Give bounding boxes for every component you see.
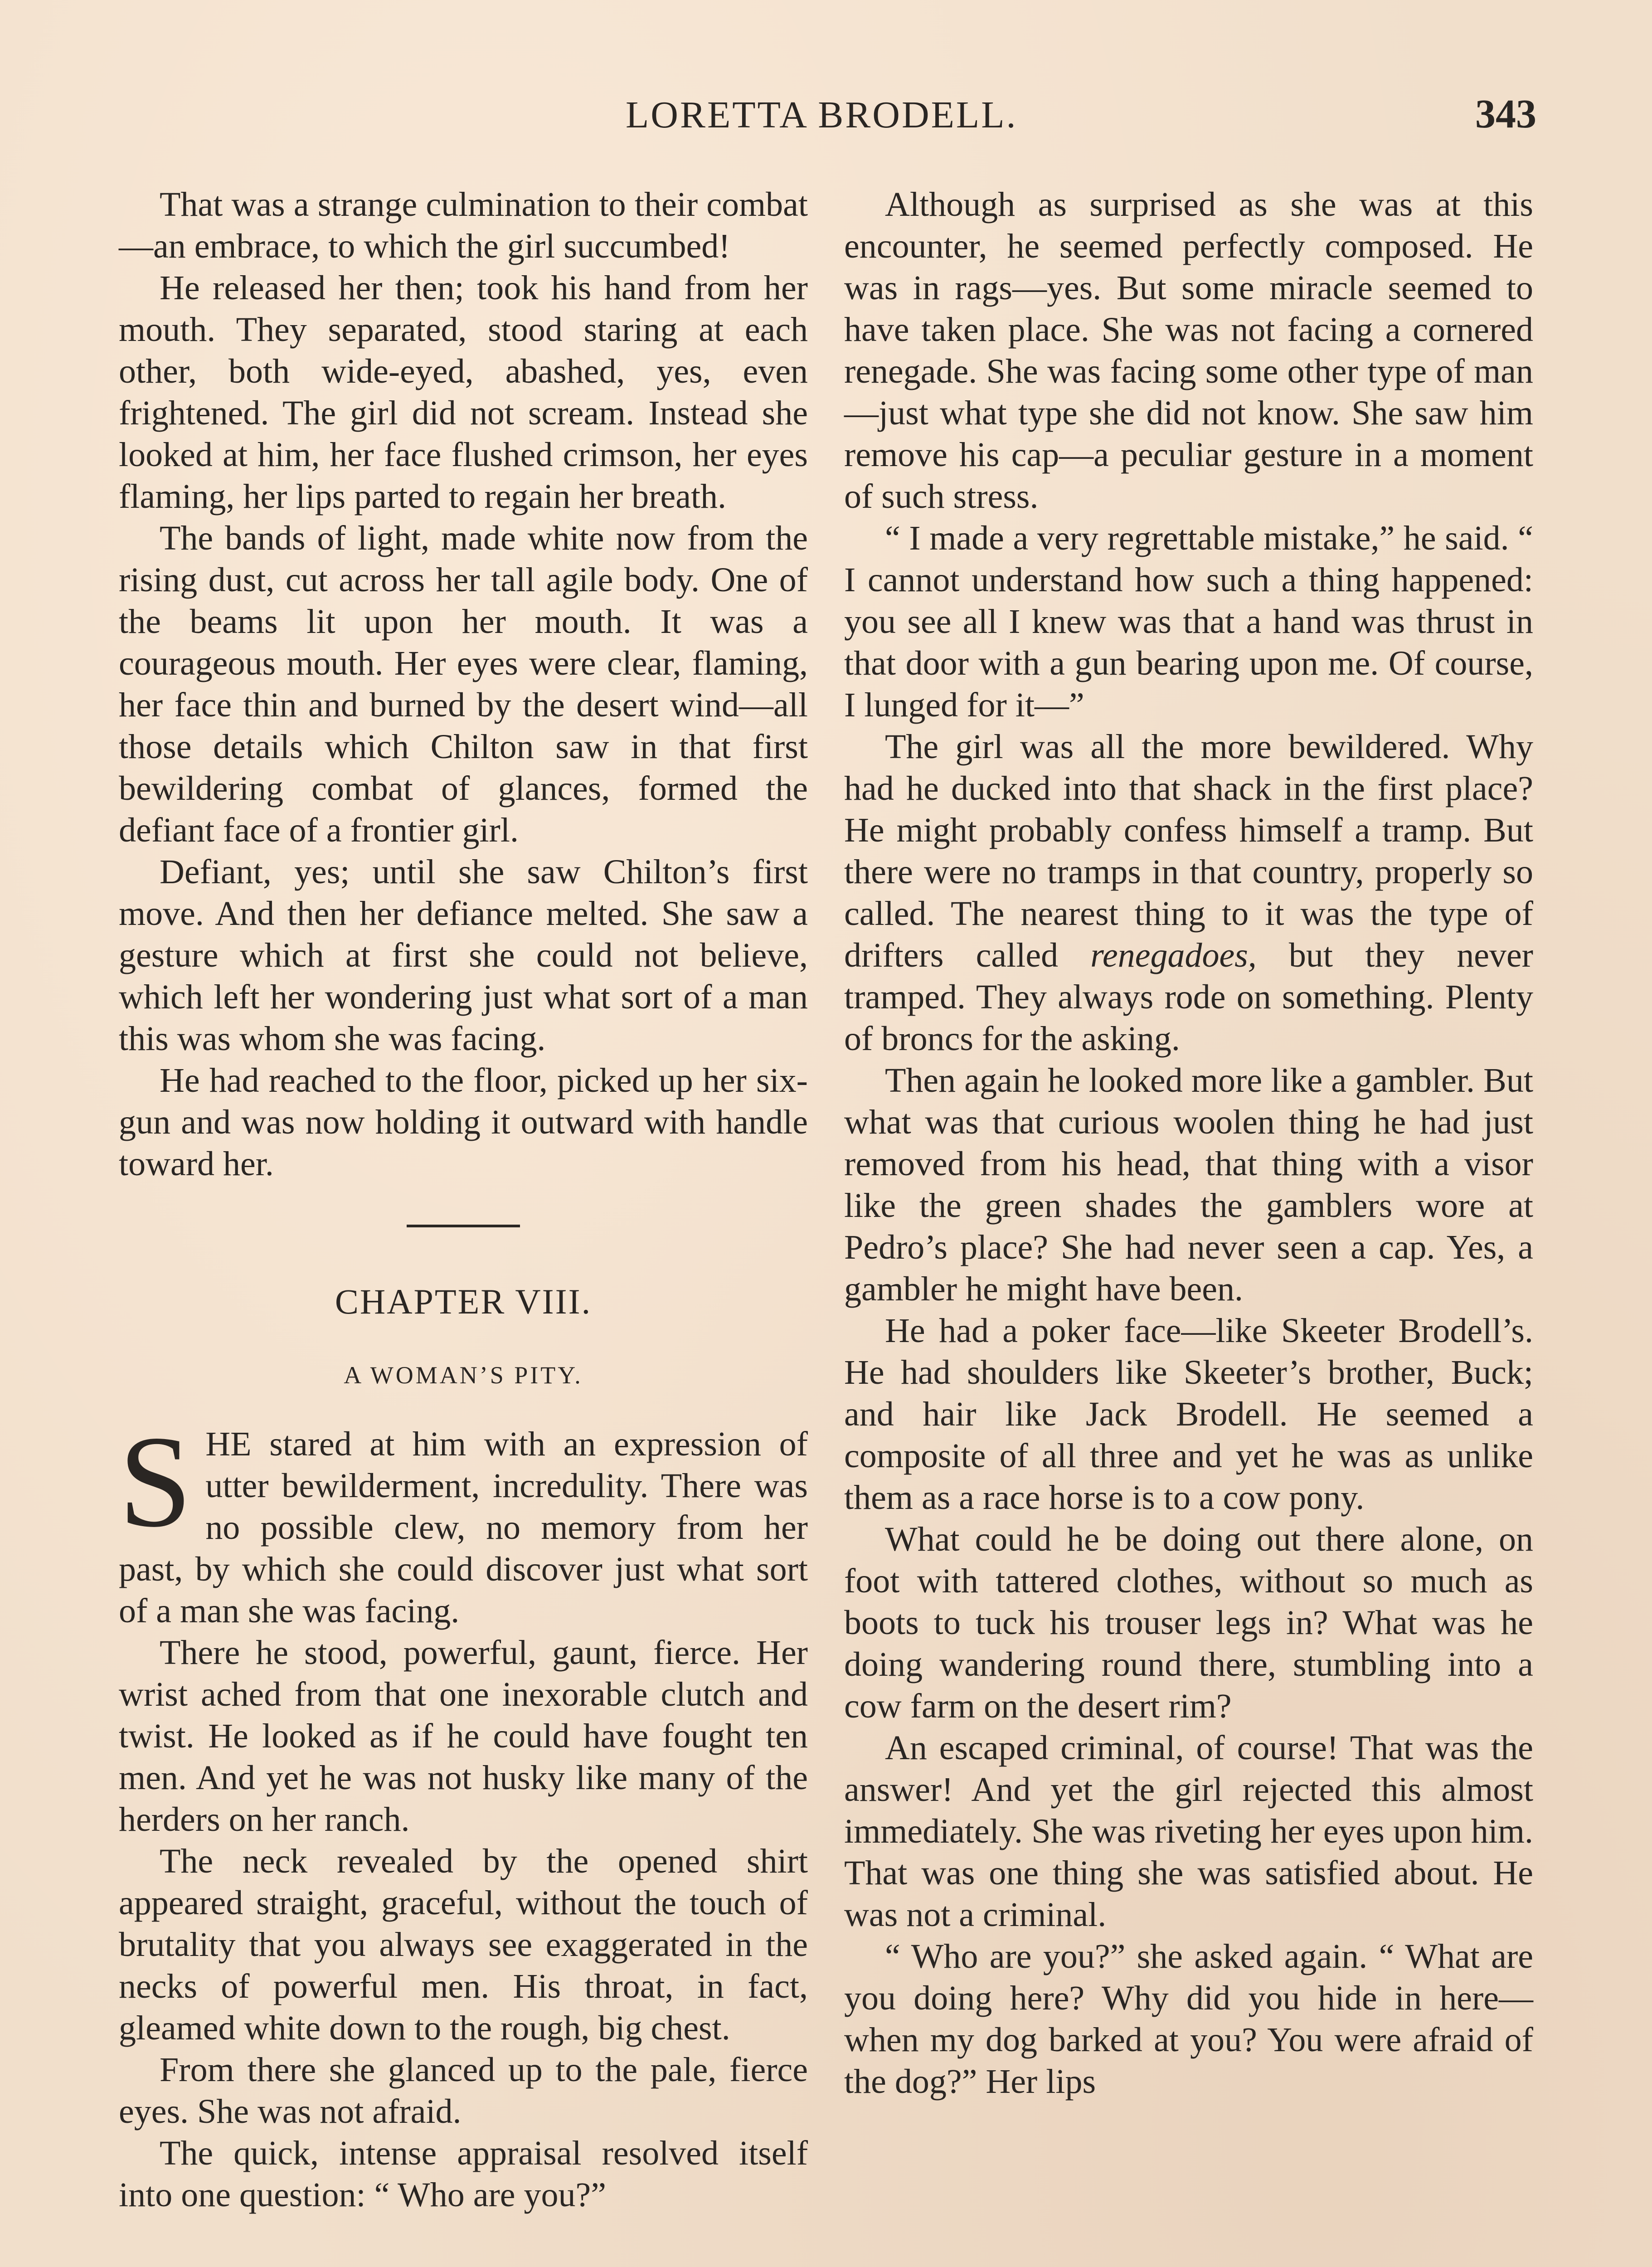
- chapter-title: CHAPTER VIII.: [335, 1282, 592, 1321]
- drop-cap-text: HE stared at him with an expression of utter bewilderment, incredulity. There was no possible clew, no memory from her past, by which she could discover just what sort of a man she was facing.: [119, 1425, 808, 1630]
- paragraph: The bands of light, made white now from the rising dust, cut across her tall agile body. One of the beams lit upon her mouth. It was a courageous mouth. Her eyes were clear, flaming, her face thin and burned by the desert wind—all those details which Chilton saw in that first bewildering combat of glances, formed the defiant face of a frontier girl.: [119, 519, 808, 849]
- left-column: [119, 184, 808, 2216]
- chapter-subtitle: A WOMAN’S PITY.: [344, 1362, 583, 1389]
- paragraph: The quick, intense appraisal resolved itself into one question: “ Who are you?”: [119, 2134, 808, 2214]
- paragraph-text: The girl was all the more bewildered. Why had he ducked into that shack in the first place? He might probably confess himself a tramp. But there were no tramps in that country, properly so called. The nearest thing to it was the type of drifters: [844, 728, 1533, 974]
- section-divider: [407, 1225, 520, 1227]
- paragraph: That was a strange culmination to their combat—an embrace, to which the girl succumbed!: [119, 185, 808, 265]
- paragraph: “ Who are you?” she asked again. “ What are you doing here? Why did you hide in here—when my dog barked at you? You were afraid of the dog?” Her lips: [844, 1937, 1533, 2101]
- page-number: 343: [1475, 92, 1536, 136]
- paragraph: From there she glanced up to the pale, fierce eyes. She was not afraid.: [119, 2051, 808, 2131]
- running-head: LORETTA BRODELL.: [626, 94, 1018, 136]
- paragraph: Then again he looked more like a gambler. But what was that curious woolen thing he had just removed from his head, that thing with a visor like the green shades the gamblers wore at Pedro’s place? She had never seen a cap. Yes, a gambler he might have been.: [844, 1061, 1533, 1308]
- paragraph-text: called: [976, 936, 1091, 974]
- chapter-opening-paragraph: [119, 1409, 808, 1632]
- paragraph: What could he be doing out there alone, on foot with tattered clothes, without so much as boots to tuck his trouser legs in? What was he doing wandering round there, stumbling into a cow farm on the desert rim?: [844, 1520, 1533, 1725]
- paragraph: He had reached to the floor, picked up her six-gun and was now holding it outward with handle toward her.: [119, 1061, 808, 1183]
- paragraph: [844, 726, 1533, 1060]
- paragraph: “ I made a very regrettable mistake,” he said. “ I cannot understand how such a thing happened: you see all I knew was that a hand was thrust in that door with a gun bearing upon me. Of course, I lunged for it—”: [844, 519, 1533, 724]
- paragraph: An escaped criminal, of course! That was the answer! And yet the girl rejected this almost immediately. She was riveting her eyes upon him. That was one thing she was satisfied about. He was not a criminal.: [844, 1729, 1533, 1934]
- drop-cap: S: [119, 1409, 192, 1554]
- right-column: [844, 184, 1533, 2102]
- italic-word: renegadoes,: [1090, 936, 1257, 974]
- paragraph: Although as surprised as she was at this encounter, he seemed perfectly composed. He was in rags—yes. But some miracle seemed to have taken place. She was not facing a cornered renegade. She was facing some other type of man—just what type she did not know. She saw him remove his cap—a peculiar gesture in a moment of such stress.: [844, 185, 1533, 516]
- paragraph: Defiant, yes; until she saw Chilton’s first move. And then her defiance melted. She saw a gesture which at first she could not believe, which left her wondering just what sort of a man this was whom she was facing.: [119, 853, 808, 1058]
- paragraph: He released her then; took his hand from her mouth. They separated, stood staring at each other, both wide-eyed, abashed, yes, even frightened. The girl did not scream. Instead she looked at him, her face flushed crimson, her eyes flaming, her lips parted to regain her breath.: [119, 269, 808, 516]
- paragraph: He had a poker face—like Skeeter Brodell’s. He had shoulders like Skeeter’s brother, Buck; and hair like Jack Brodell. He seemed a composite of all three and yet he was as unlike them as a race horse is to a cow pony.: [844, 1312, 1533, 1517]
- paragraph: There he stood, powerful, gaunt, fierce. Her wrist ached from that one inexorable clutch and twist. He looked as if he could have fought ten men. And yet he was not husky like many of the herders on her ranch.: [119, 1634, 808, 1839]
- paragraph: The neck revealed by the opened shirt appeared straight, graceful, without the touch of brutality that you always see exaggerated in the necks of powerful men. His throat, in fact, gleamed white down to the rough, big chest.: [119, 1842, 808, 2047]
- paragraph-text: but they never tramped. They always rode on something. Plenty of broncs for the asking.: [844, 936, 1533, 1058]
